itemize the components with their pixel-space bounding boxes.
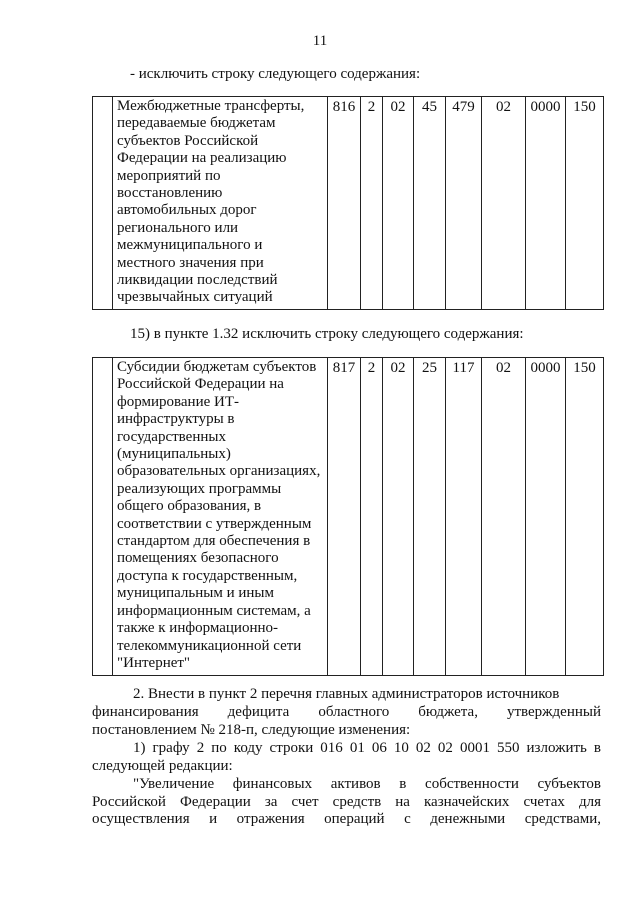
description-line: чрезвычайных ситуаций [117,289,273,306]
quote-line: осуществления и отражения операций с денежными средствами, [92,811,601,827]
description-line: мероприятий по [117,167,221,184]
code-cell: 45 [414,97,446,310]
intro-line: - исключить строку следующего содержания: [130,66,421,82]
code-cell: 117 [446,358,482,676]
code-cell: 02 [482,97,526,310]
quote-line: "Увеличение финансовых активов в собственности субъектов [133,776,601,792]
code-cell: 02 [383,358,414,676]
code-cell: 0000 [526,358,566,676]
item-1-line: 1) графу 2 по коду строки 016 01 06 10 02 02 0001 550 изложить в [133,740,601,756]
description-cell [113,358,328,676]
code-cell: 02 [383,97,414,310]
description-line: государственных [117,428,226,445]
section-2-last-line: постановлением № 218-п, следующие изменения: [92,722,411,738]
row-marker-cell [93,97,113,310]
page-number: 11 [312,33,328,49]
description-line: также к информационно- [117,620,278,637]
quote-justified-block [92,794,601,828]
description-line: (муниципальных) [117,446,231,463]
code-cell: 02 [482,358,526,676]
budget-row-table-1 [92,96,604,310]
description-line: телекоммуникационной сети [117,637,302,654]
section-2-line: финансирования дефицита областного бюджета, утвержденный [92,704,601,720]
code-cell-ministry: 816 [328,97,361,310]
description-line: муниципальным и иным [117,585,274,602]
item-1-last-line: следующей редакции: [92,758,233,774]
description-line: образовательных организациях, [117,463,321,480]
description-line: межмуниципального и [117,237,263,254]
description-line: формирование ИТ- [117,393,240,410]
description-line: общего образования, в [117,498,262,515]
point-15-line: 15) в пункте 1.32 исключить строку следующего содержания: [130,326,524,342]
description-line: местного значения при [117,254,264,271]
description-line: ликвидации последствий [117,272,278,289]
code-cell: 150 [566,358,604,676]
item-1-justified-block [133,740,601,757]
description-line: восстановлению [117,185,223,202]
quote-first-block [133,776,601,793]
description-line: Федерации на реализацию [117,150,287,167]
code-cell: 150 [566,97,604,310]
description-line: Субсидии бюджетам субъектов [117,359,317,375]
code-cell: 2 [361,358,383,676]
description-line: информационным системам, а [117,602,311,619]
description-cell [113,97,328,310]
code-cell: 25 [414,358,446,676]
code-cell: 479 [446,97,482,310]
quote-line: Российской Федерации за счет средств на казначейских счетах для [92,794,601,810]
description-line: автомобильных дорог [117,202,257,219]
description-line: соответствии с утвержденным [117,515,312,532]
description-line: помещениях безопасного [117,550,279,567]
description-line: регионального или [117,219,239,236]
description-line: Российской Федерации на [117,376,284,393]
description-line: "Интернет" [117,654,191,671]
description-line: стандартом для обеспечения в [117,533,311,550]
section-2-justified-block [92,704,601,721]
description-line: инфраструктуры в [117,411,235,428]
description-line: передаваемые бюджетам [117,115,276,132]
budget-row-table-2 [92,357,604,676]
description-line: Межбюджетные трансферты, [117,98,305,114]
row-marker-cell [93,358,113,676]
description-line: субъектов Российской [117,132,259,149]
description-line: реализующих программы [117,480,282,497]
code-cell-ministry: 817 [328,358,361,676]
description-line: доступа к государственным, [117,567,298,584]
code-cell: 2 [361,97,383,310]
section-2-first-line: 2. Внести в пункт 2 перечня главных администраторов источников [133,686,560,702]
code-cell: 0000 [526,97,566,310]
